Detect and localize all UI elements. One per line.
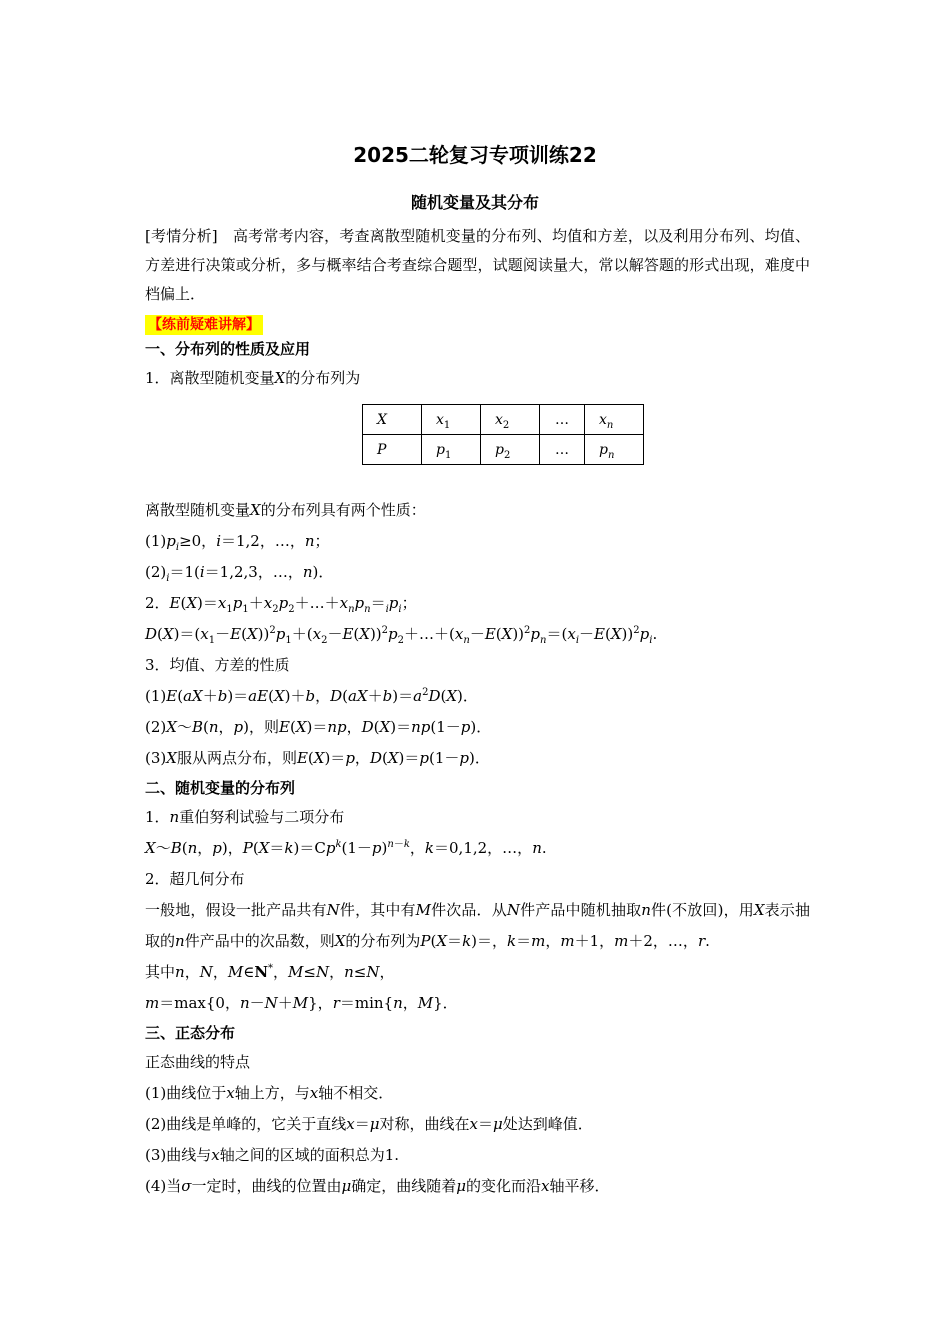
table-cell: P: [363, 435, 422, 465]
s2-binomial: X～B(n，p)，$P(X=k)=Cp^k(1-p)^{n-k}$，k＝0,1,2，…，n.: [145, 839, 547, 857]
s1-prop3-1: (1)E(aX＋b)＝aE(X)＋b，$D(aX+b)=a^2D(X)$．: [145, 687, 478, 705]
table-cell: $p_1$: [422, 435, 481, 465]
highlight-tag: 【练前疑难讲解】: [145, 315, 263, 335]
document-title: 2025二轮复习专项训练22: [353, 143, 597, 167]
table-cell: $x_2$: [481, 405, 540, 435]
s1-prop3-3: (3)X服从两点分布，则E(X)＝p，D(X)＝p(1－p)．: [145, 749, 490, 767]
table-row: [363, 435, 644, 465]
section-heading-2: 二、随机变量的分布列: [145, 779, 296, 797]
s2-cond1: 其中n，N，M∈N*，M≤N，n≤N，: [145, 963, 395, 981]
section-heading-3: 三、正态分布: [145, 1024, 236, 1042]
document-subtitle: 随机变量及其分布: [410, 193, 539, 212]
s3-p3: (3)曲线与x轴之间的区域的面积总为1.: [145, 1146, 400, 1164]
s2-hypergeometric: 一般地，假设一批产品共有N件，其中有M件次品．从N件产品中随机抽取n件(不放回)，用X表示抽取的n件产品中的次品数，则X的分布列为P(X＝k)＝，k＝m，m＋1，m＋2，…，r.: [145, 901, 810, 950]
s1-item1: 1．离散型随机变量X的分布列为: [145, 369, 361, 387]
table-cell: X: [363, 405, 422, 435]
document-body: [145, 222, 810, 1202]
table-cell: $p_n$: [585, 435, 644, 465]
s2-item2: 2．超几何分布: [145, 870, 245, 888]
s1-item3: 3．均值、方差的性质: [145, 656, 290, 674]
s2-item1: 1．n重伯努利试验与二项分布: [145, 808, 345, 826]
s3-p2: (2)曲线是单峰的，它关于直线x＝μ对称，曲线在x＝μ处达到峰值．: [145, 1115, 593, 1133]
distribution-table: [362, 404, 644, 465]
intro-paragraph: [考情分析] 高考常考内容，考查离散型随机变量的分布列、均值和方差，以及利用分布列、均值、方差进行决策或分析，多与概率结合考查综合题型，试题阅读量大，常以解答题的形式出现，难度中档偏上．: [145, 227, 810, 303]
s1-prop1: $(1)p_i\ge 0$，i＝1,2，…，n；: [145, 532, 330, 553]
s1-item2-variance: $D(X)=(x_1-E(X))^2p_1+(x_2-E(X))^2p_2+\dots+(x_n-E(X))^2p_n=(x_i-E(X))^2p_i$.: [145, 625, 658, 646]
s3-intro: 正态曲线的特点: [145, 1053, 251, 1071]
s1-prop2: $(2)_i=1(i=1,2,3$，…，n)．: [145, 563, 334, 584]
section-heading-1: 一、分布列的性质及应用: [145, 340, 311, 358]
s3-p4: (4)当σ一定时，曲线的位置由μ确定，曲线随着μ的变化而沿x轴平移．: [145, 1177, 610, 1195]
table-cell: $x_1$: [422, 405, 481, 435]
table-row: [363, 405, 644, 435]
s1-prop3-2: (2)X～B(n，p)，则E(X)＝np，D(X)＝np(1－p)．: [145, 718, 492, 736]
table-cell: $p_2$: [481, 435, 540, 465]
s3-p1: (1)曲线位于x轴上方，与x轴不相交．: [145, 1084, 394, 1102]
table-cell: $x_n$: [585, 405, 644, 435]
s2-cond2: m＝max{0，n－N＋M}，r＝min{n，M}．: [145, 994, 458, 1012]
table-cell: …: [540, 405, 585, 435]
s1-item2-expectation: 2．$E(X)=x_1p_1+x_2p_2+\dots+x_np_n=_ip_i$；: [145, 594, 417, 615]
table-cell: …: [540, 435, 585, 465]
s1-props-intro: 离散型随机变量X的分布列具有两个性质：: [145, 501, 426, 519]
